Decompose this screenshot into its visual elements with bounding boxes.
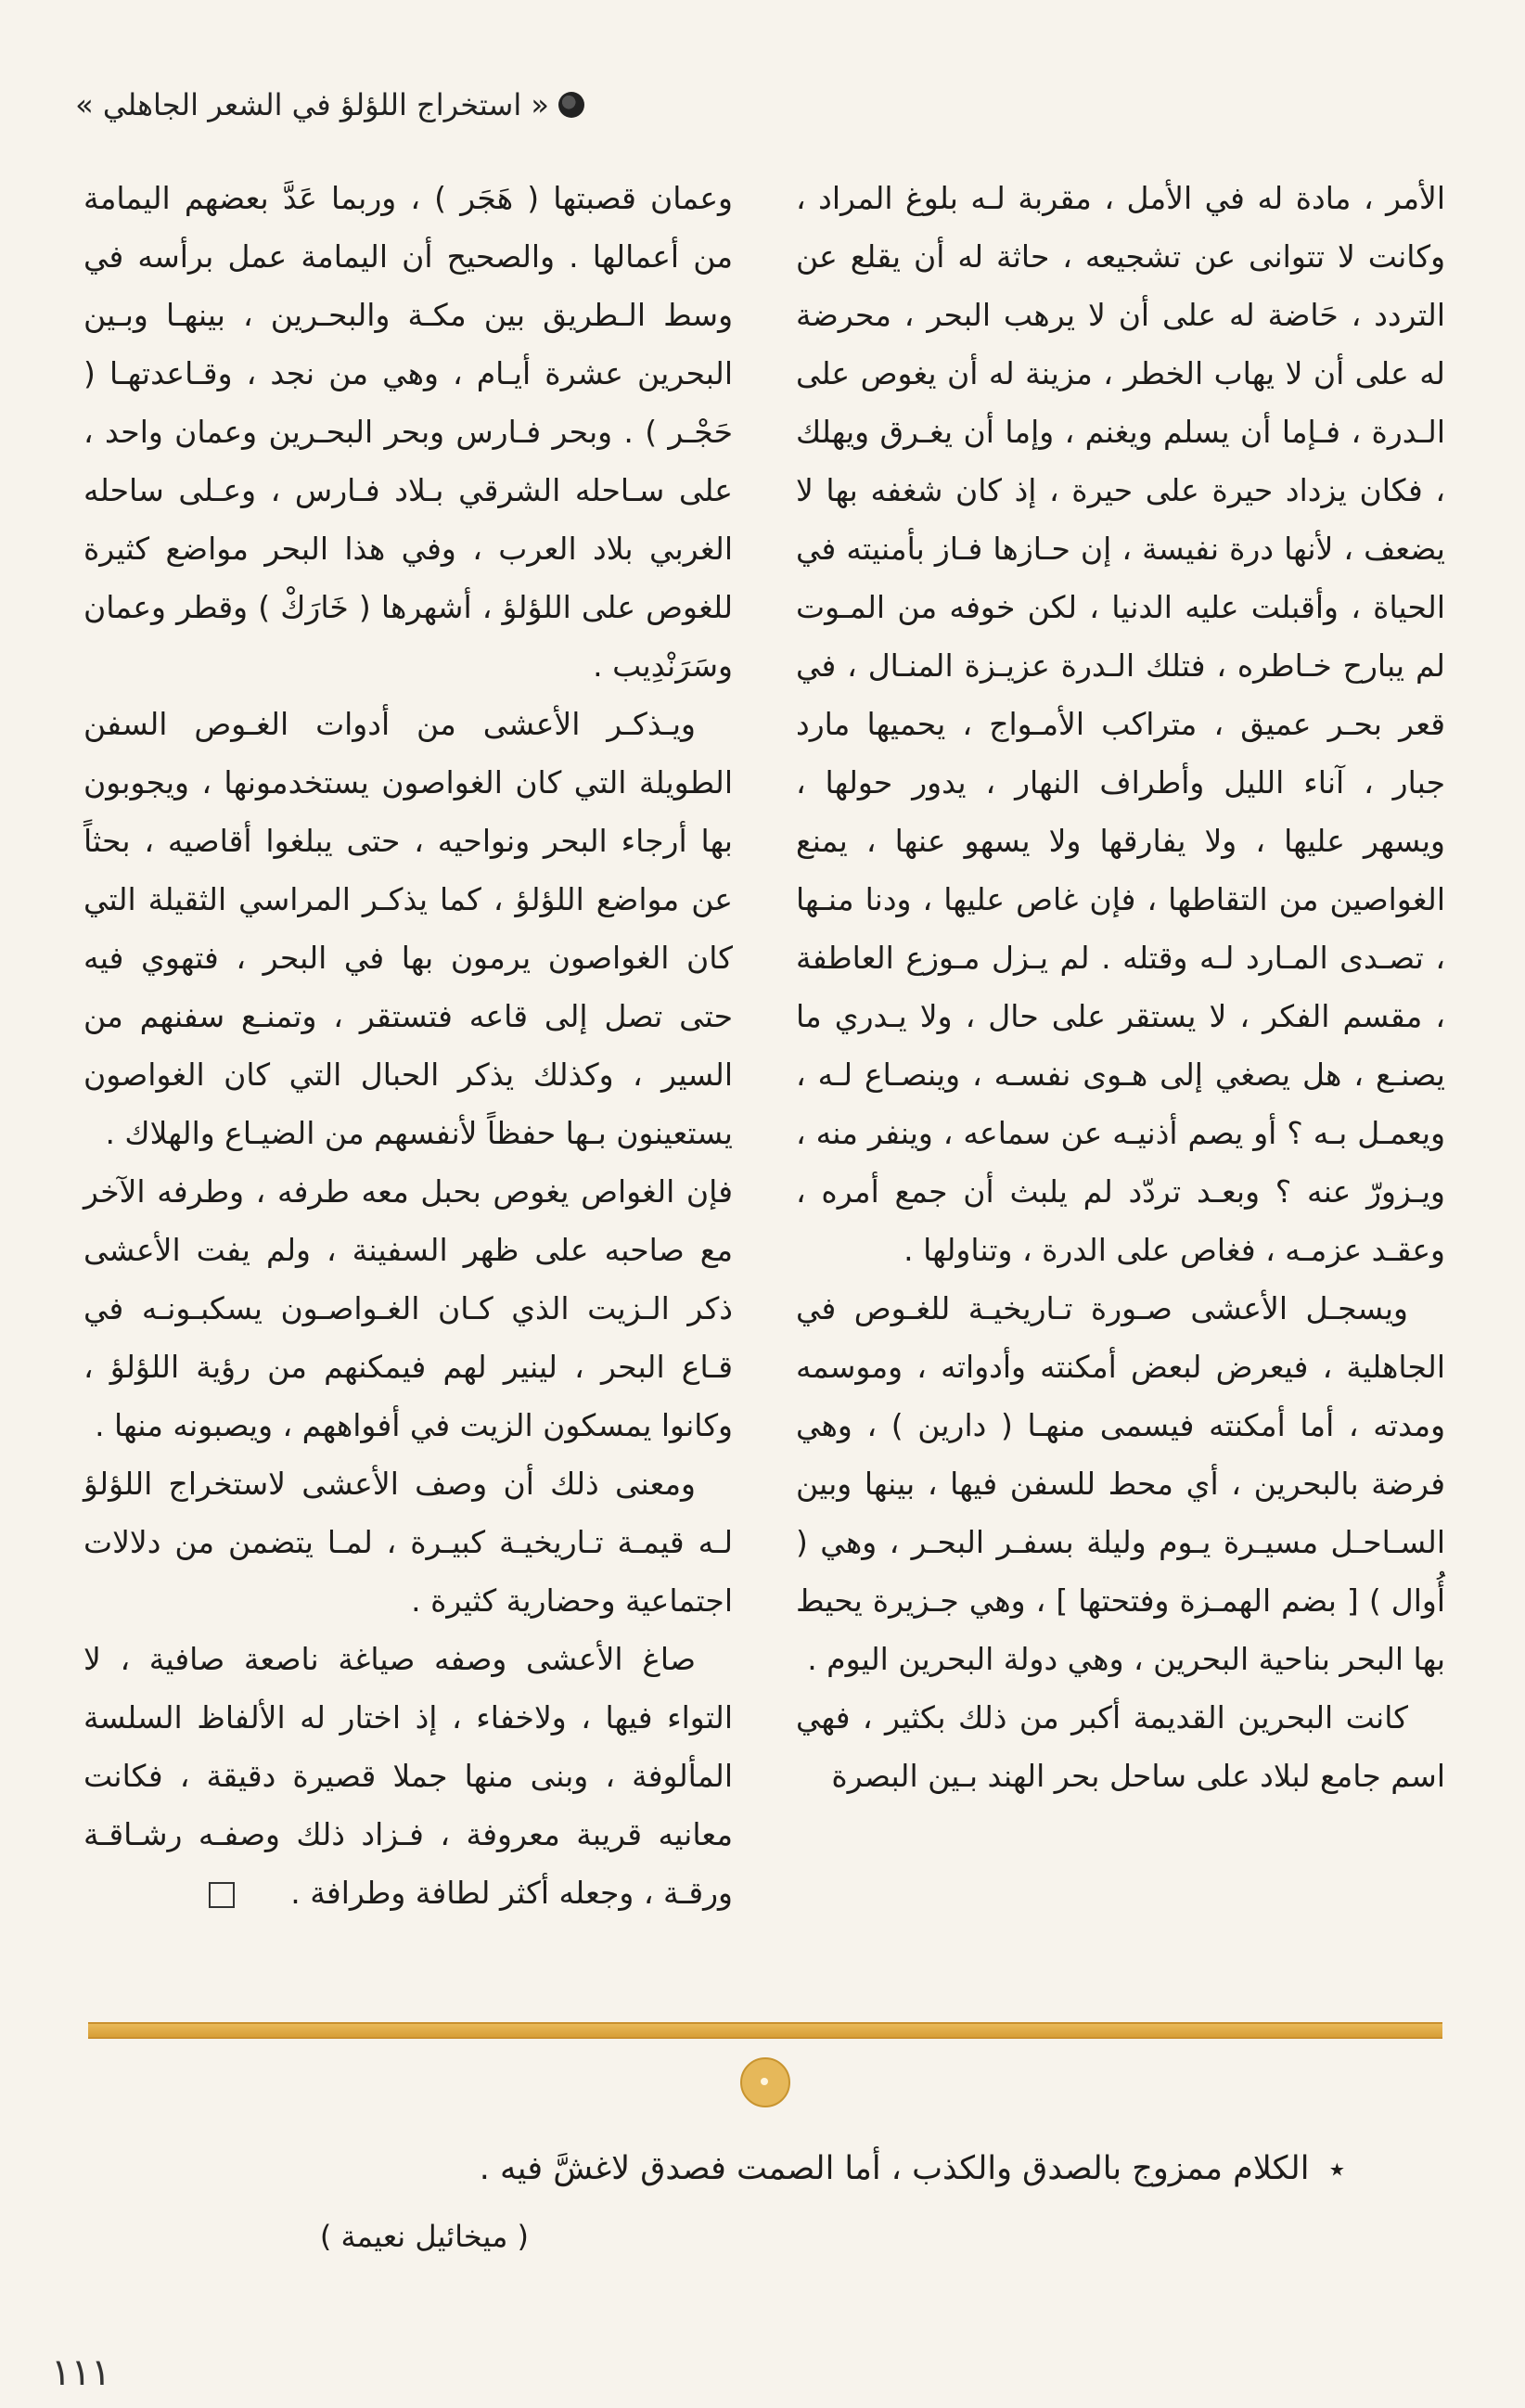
paragraph: ويسجـل الأعشى صـورة تـاريخيـة للغـوص في الجاهلية ، فيعرض لبعض أمكنته وأدواته ، وموسمه ومدته ، أما أمكنته فيسمى منهـا ( دارين ) ، وهي فرضة بالبحرين ، أي محط للسفن فيها ، بينها وبين السـاحـل مسيـرة يـوم وليلة بسفـر البحـر ، وهي ( أُوال ) [ بضم الهمـزة وفتحتها ] ، وهي جـزيرة يحيط بها البحر بناحية البحرين ، وهي دولة البحرين اليوم . — [796, 1290, 1445, 1677]
paragraph: ويـذكـر الأعشى من أدوات الغـوص السفن الطويلة التي كان الغواصون يستخدمونها ، ويجوبون بها أرجاء البحر ونواحيه ، حتى يبلغوا أقاصيه ، بحثاً عن مواضع اللؤلؤ ، كما يذكـر المراسي الثقيلة التي كان الغواصون يرمون بها في البحر ، فتهوي فيه حتى تصل إلى قاعه فتستقر ، وتمنـع سفنهم من السير ، وكذلك يذكر الحبال التي كان الغواصون يستعينون بـها حفظاً لأنفسهم من الضيـاع والهلاك . — [83, 706, 733, 1151]
asterisk-icon: ٭ — [1328, 2151, 1345, 2186]
quote-author: ( ميخائيل نعيمة ) — [319, 2219, 529, 2254]
magazine-emblem-icon — [558, 92, 584, 118]
paragraph: الأمر ، مادة له في الأمل ، مقربة لـه بلوغ المراد ، وكانت لا تتوانى عن تشجيعه ، حاثة له أن يقلع عن التردد ، حَاضة له على أن لا يرهب البحر ، محرضة له على أن لا يهاب الخطر ، مزينة له أن يغوص على الـدرة ، فـإما أن يسلم ويغنم ، وإما أن يغـرق ويهلك ، فكان يزداد حيرة على حيرة ، إذ كان شغفه بها لا يضعف ، لأنها درة نفيسة ، إن حـازها فـاز بأمنيته في الحياة ، وأقبلت عليه الدنيا ، لكن خوفه من المـوت لم يبارح خـاطره ، فتلك الـدرة عزيـزة المنـال ، في قعر بحـر عميق ، متراكب الأمـواج ، يحميها مارد جبار ، آناء الليل وأطراف النهار ، يدور حولها ، ويسهر عليها ، ولا يفارقها ولا يسهو عنها ، يمنع الغواصين من التقاطها ، فإن غاص عليها ، ودنا منـها ، تصـدى المـارد لـه وقتله . لم يـزل مـوزع العاطفة ، مقسم الفكر ، لا يستقر على حال ، ولا يـدري ما يصنـع ، هل يصغي إلى هـوى نفسـه ، وينصـاع لـه ، ويعمـل بـه ؟ أو يصم أذنيـه عن سماعه ، وينفر منه ، ويـزورّ عنه ؟ وبعـد تردّد لم يلبث أن جمع أمره ، وعقـد عزمـه ، فغاص على الدرة ، وتناولها . — [796, 180, 1445, 1268]
left-column — [83, 169, 733, 1931]
ornament-medallion-icon — [740, 2057, 790, 2107]
paragraph: فإن الغواص يغوص بحبل معه طرفه ، وطرفه الآخر مع صاحبه على ظهر السفينة ، ولم يفت الأعشى ذكر الـزيت الذي كـان الغـواصـون يسكبـونـه في قـاع البحر ، لينير لهم فيمكنهم من رؤية اللؤلؤ ، وكانوا يمسكون الزيت في أفواههم ، ويصبونه منها . — [83, 1173, 733, 1443]
page-number: ١١١ — [51, 2351, 111, 2394]
right-column — [796, 169, 1445, 1987]
footer-quote — [223, 2150, 1345, 2206]
ornamental-divider — [88, 2022, 1442, 2039]
paragraph: كانت البحرين القديمة أكبر من ذلك بكثير ، فهي اسم جامع لبلاد على ساحل بحر الهند بـين البصرة — [796, 1699, 1445, 1794]
paragraph: ومعنى ذلك أن وصف الأعشى لاستخراج اللؤلؤ لـه قيمـة تـاريخيـة كبيـرة ، لمـا يتضمن من دلالات اجتماعية وحضارية كثيرة . — [83, 1466, 733, 1619]
paragraph-text: صاغ الأعشى وصفه صياغة ناصعة صافية ، لا التواء فيها ، ولاخفاء ، إذ اختار له الألفاظ السلسة المألوفة ، وبنى منها جملا قصيرة دقيقة ، فكانت معانيه قريبة معروفة ، فـزاد ذلك وصفـه رشـاقـة ورقـة ، وجعله أكثر لطافة وطرافة . — [83, 1641, 733, 1911]
header-title: « استخراج اللؤلؤ في الشعر الجاهلي » — [75, 87, 549, 122]
quote-text: الكلام ممزوج بالصدق والكذب ، أما الصمت فصدق لاغشَّ فيه . — [479, 2150, 1310, 2187]
paragraph: وعمان قصبتها ( هَجَر ) ، وربما عَدَّ بعضهم اليمامة من أعمالها . والصحيح أن اليمامة عمل برأسه في وسط الـطريق بين مكـة والبحـرين ، بينهـا وبـين البحرين عشرة أيـام ، وهي من نجد ، وقـاعدتهـا ( حَجْـر ) . وبحر فـارس وبحر البحـرين وعمان واحد ، على سـاحله الشرقي بـلاد فـارس ، وعـلى ساحله الغربي بلاد العرب ، وفي هذا البحر مواضع كثيرة للغوص على اللؤلؤ ، أشهرها ( خَارَكْ ) وقطر وعمان وسَرَنْدِيب . — [83, 180, 733, 684]
article-end-square-icon — [209, 1882, 235, 1908]
running-header — [65, 82, 584, 128]
paragraph — [83, 1630, 733, 1922]
